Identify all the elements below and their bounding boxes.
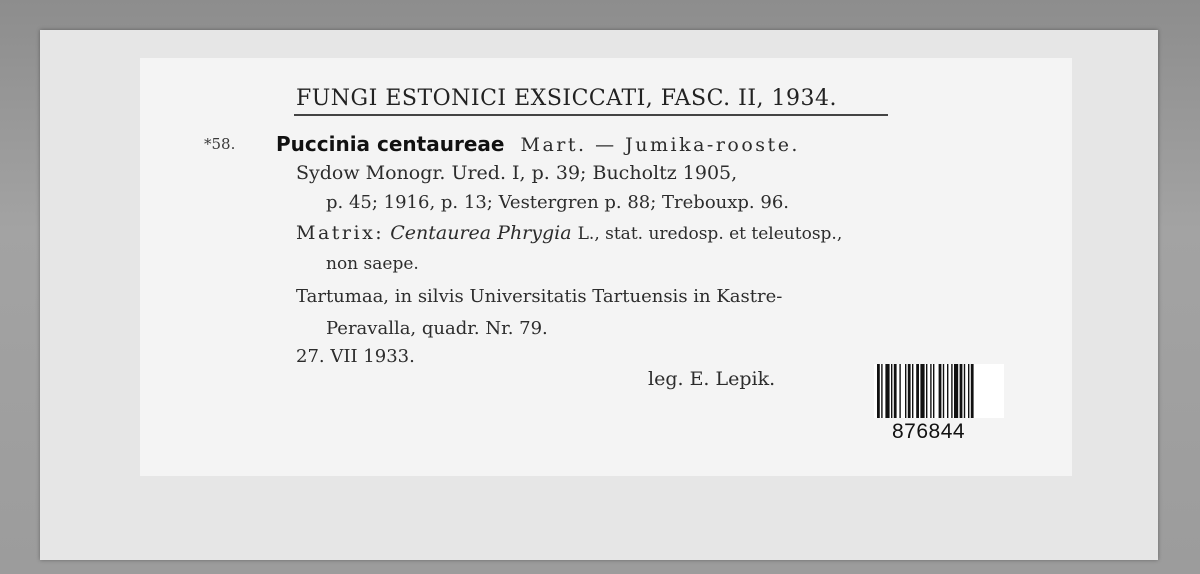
label-title: FUNGI ESTONICI EXSICCATI, FASC. II, 1934. [296, 86, 837, 111]
matrix-line [296, 222, 842, 244]
barcode-bar [908, 364, 911, 418]
locality-line-1: Tartumaa, in silvis Universitatis Tartuensis in Kastre- [296, 286, 783, 307]
barcode-bar [933, 364, 934, 418]
matrix-prefix: Matrix: [296, 222, 385, 244]
barcode-bar [881, 364, 882, 418]
literature-line-1: Sydow Monogr. Ured. I, p. 39; Bucholtz 1905, [296, 162, 738, 184]
species-name: Puccinia centaureae [276, 132, 505, 156]
matrix-line-2: non saepe. [326, 254, 419, 274]
locality-line-2: Peravalla, quadr. Nr. 79. [326, 318, 548, 339]
barcode-bar [885, 364, 889, 418]
barcode [874, 364, 1004, 418]
barcode-bar [894, 364, 897, 418]
author-common-name: Mart. — Jumika-rooste. [520, 134, 800, 156]
barcode-number: 876844 [892, 420, 966, 443]
barcode-bar [968, 364, 969, 418]
barcode-bar [926, 364, 927, 418]
title-underline [294, 114, 888, 116]
barcode-bar [916, 364, 919, 418]
barcode-bar [877, 364, 880, 418]
barcode-bar [971, 364, 974, 418]
barcode-bar [951, 364, 952, 418]
barcode-bar [947, 364, 948, 418]
barcode-bar [899, 364, 900, 418]
matrix-rest: L., stat. uredosp. et teleutosp., [577, 224, 843, 244]
barcode-bar [920, 364, 924, 418]
collection-date: 27. VII 1933. [296, 346, 415, 367]
barcode-bar [930, 364, 931, 418]
barcode-bar [964, 364, 965, 418]
barcode-bar [943, 364, 944, 418]
species-line [276, 132, 800, 156]
barcode-bars [874, 364, 1004, 418]
barcode-bar [939, 364, 942, 418]
barcode-bar [912, 364, 913, 418]
specimen-number: *58. [204, 135, 236, 153]
literature-line-2: p. 45; 1916, p. 13; Vestergren p. 88; Trebouxp. 96. [326, 192, 789, 213]
matrix-host: Centaurea Phrygia [390, 222, 572, 244]
barcode-bar [891, 364, 892, 418]
barcode-bar [954, 364, 958, 418]
barcode-bar [905, 364, 906, 418]
collector: leg. E. Lepik. [648, 368, 776, 390]
barcode-bar [960, 364, 963, 418]
